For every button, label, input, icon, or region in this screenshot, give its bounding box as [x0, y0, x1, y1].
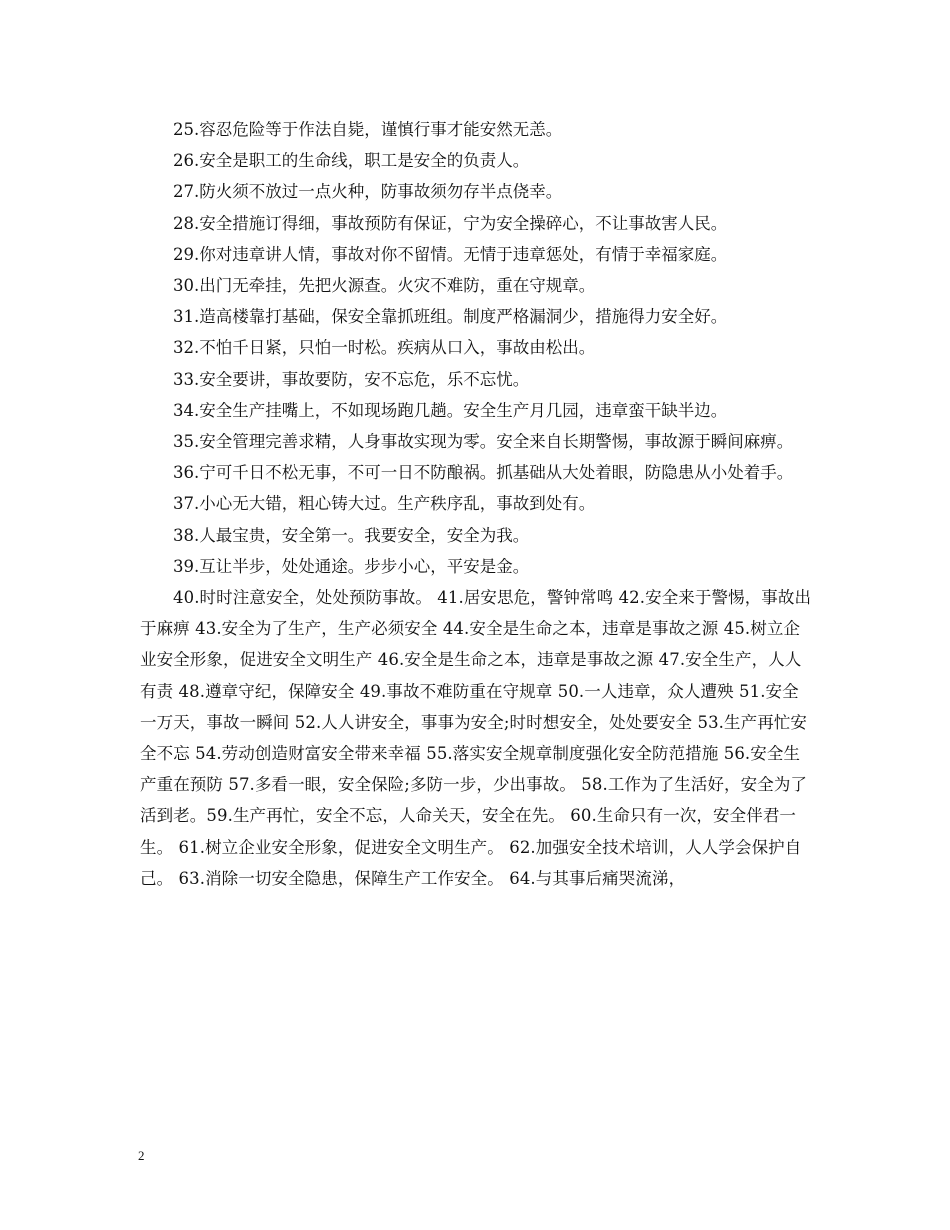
slogan-paragraph: 31.造高楼靠打基础，保安全靠抓班组。制度严格漏洞少，措施得力安全好。: [173, 307, 728, 327]
slogan-paragraph: 32.不怕千日紧，只怕一时松。疾病从口入，事故由松出。: [173, 338, 596, 358]
slogan-paragraph: 35.安全管理完善求精，人身事故实现为零。安全来自长期警惕，事故源于瞬间麻痹。: [173, 432, 794, 452]
slogan-paragraph: 30.出门无牵挂，先把火源查。火灾不难防，重在守规章。: [173, 276, 596, 296]
slogan-paragraph: 29.你对违章讲人情，事故对你不留情。无情于违章惩处，有情于幸福家庭。: [173, 244, 728, 264]
page-number: 2: [138, 1148, 145, 1163]
slogan-paragraph: 39.互让半步，处处通途。步步小心，平安是金。: [173, 556, 530, 576]
slogan-paragraph: 34.安全生产挂嘴上，不如现场跑几趟。安全生产月几园，违章蛮干缺半边。: [173, 400, 728, 420]
slogan-paragraph: 36.宁可千日不松无事，不可一日不防酿祸。抓基础从大处着眼，防隐患从小处着手。: [173, 463, 794, 483]
body-text: [140, 114, 812, 894]
slogan-paragraph: 33.安全要讲，事故要防，安不忘危，乐不忘忧。: [173, 369, 530, 389]
slogan-paragraph: 37.小心无大错，粗心铸大过。生产秩序乱，事故到处有。: [173, 494, 596, 514]
slogan-paragraph: 25.容忍危险等于作法自毙，谨慎行事才能安然无恙。: [173, 120, 563, 139]
slogan-paragraph: 26.安全是职工的生命线，职工是安全的负责人。: [173, 151, 530, 171]
slogan-paragraph: 28.安全措施订得细，事故预防有保证，宁为安全操碎心，不让事故害人民。: [173, 213, 728, 233]
slogan-paragraph: 27.防火须不放过一点火种，防事故须勿存半点侥幸。: [173, 182, 563, 202]
slogan-paragraph: 38.人最宝贵，安全第一。我要安全，安全为我。: [173, 525, 530, 545]
slogan-paragraph-combined: 40.时时注意安全，处处预防事故。 41.居安思危，警钟常鸣 42.安全来于警惕，事故出于麻痹 43.安全为了生产，生产必须安全 44.安全是生命之本，违章是事故之源 45.树立企业安全形象，促进安全文明生产 46.安全是生命之本，违章是事故之源 47.安全生产，人人有责 48.遵章守纪，保障安全 49.事故不难防重在守规章 50.一人违章，众人遭殃 51.安全一万天，事故一瞬间 52.人人讲安全，事事为安全;时时想安全，处处要安全 53.生产再忙安全不忘 54.劳动创造财富安全带来幸福 55.落实安全规章制度强化安全防范措施 56.安全生产重在预防 57.多看一眼，安全保险;多防一步，少出事故。 58.工作为了生活好，安全为了活到老。59.生产再忙，安全不忘，人命关天，安全在先。 60.生命只有一次，安全伴君一生。 61.树立企业安全形象，促进安全文明生产。 62.加强安全技术培训，人人学会保护自己。 63.消除一切安全隐患，保障生产工作安全。 64.与其事后痛哭流涕，: [140, 588, 812, 888]
